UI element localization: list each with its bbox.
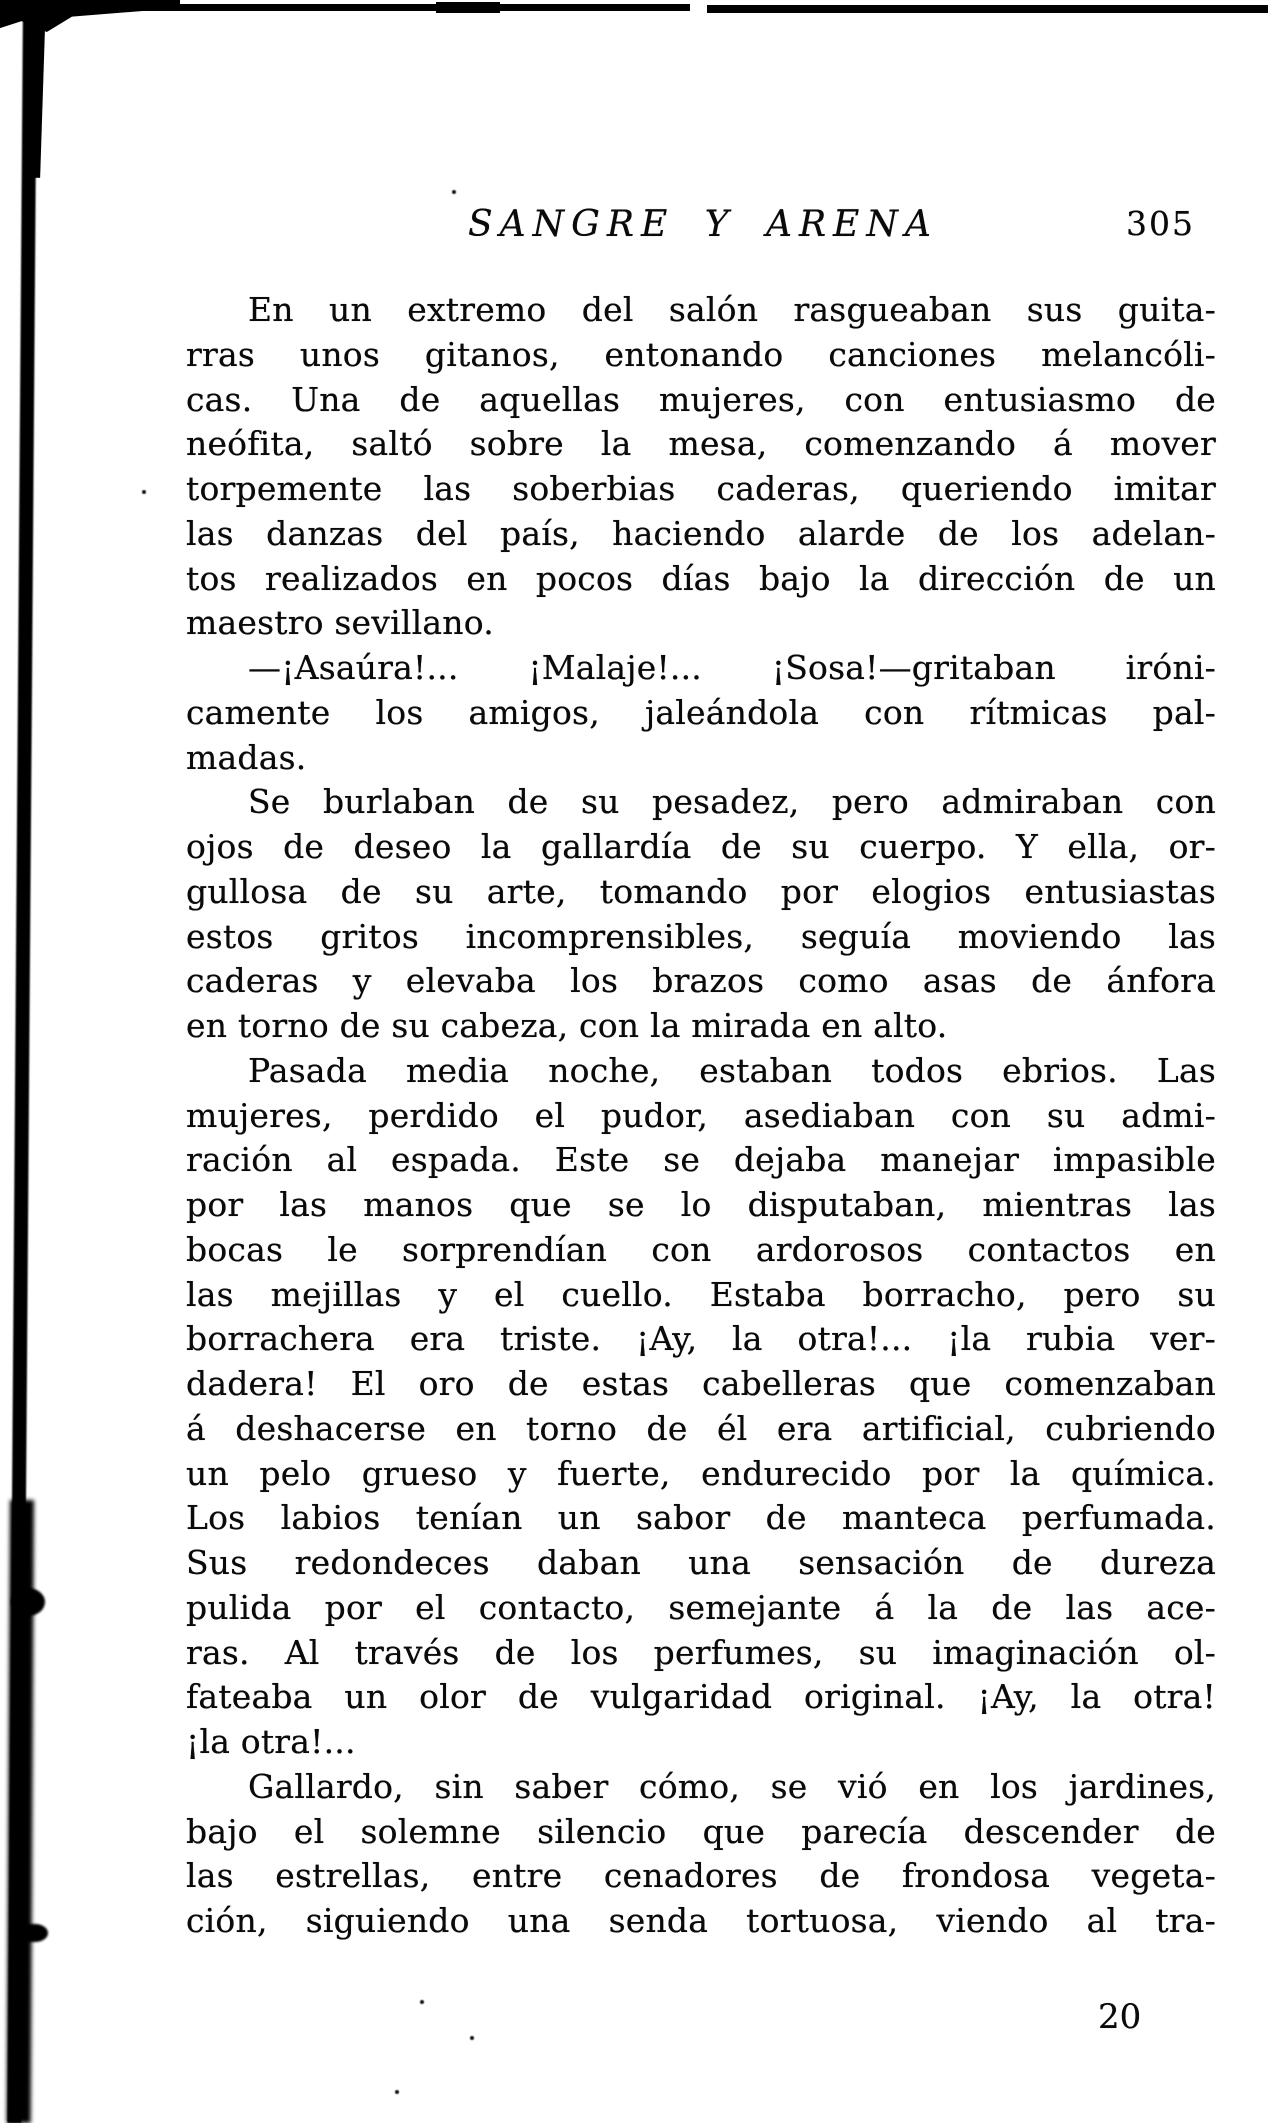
text-line: ras. Al través de los perfumes, su imaginación ol- xyxy=(186,1632,1216,1672)
text-line: las estrellas, entre cenadores de frondosa vegeta- xyxy=(186,1856,1216,1896)
text-line: En un extremo del salón rasgueaban sus guita- xyxy=(248,290,1216,329)
text-line: por las manos que se lo disputaban, mientras las xyxy=(186,1185,1216,1224)
text-line: —¡Asaúra!... ¡Malaje!... ¡Sosa!—gritaban iróni- xyxy=(248,648,1216,687)
text-line: Pasada media noche, estaban todos ebrios. Las xyxy=(248,1050,1216,1090)
text-line: Gallardo, sin saber cómo, se vió en los jardines, xyxy=(248,1766,1216,1806)
text-line: un pelo grueso y fuerte, endurecido por la química. xyxy=(186,1453,1216,1493)
text-line: caderas y elevaba los brazos como asas de ánfora xyxy=(186,961,1216,1001)
text-line: Se burlaban de su pesadez, pero admiraban con xyxy=(248,782,1216,822)
page-top-edge-rule-right xyxy=(707,5,1268,13)
ink-speck xyxy=(452,190,456,194)
text-line: mujeres, perdido el pudor, asediaban con su admi- xyxy=(186,1095,1216,1135)
text-line: estos gritos incomprensibles, seguía moviendo las xyxy=(186,916,1216,956)
text-line: bocas le sorprendían con ardorosos contactos en xyxy=(186,1229,1216,1269)
signature-number: 20 xyxy=(1098,1997,1142,2037)
text-line: las danzas del país, haciendo alarde de los adelan- xyxy=(186,513,1216,553)
text-line: ración al espada. Este se dejaba manejar impasible xyxy=(186,1140,1216,1180)
text-line: gullosa de su arte, tomando por elogios entusiastas xyxy=(186,871,1216,911)
text-line: en torno de su cabeza, con la mirada en alto. xyxy=(186,1006,948,1045)
page-top-edge-rule-thick xyxy=(436,2,500,13)
text-line: bajo el solemne silencio que parecía descender de xyxy=(186,1811,1216,1851)
binding-ink-knot xyxy=(11,1588,45,1616)
ink-speck xyxy=(470,2036,474,2040)
text-line: Sus redondeces daban una sensación de dureza xyxy=(186,1543,1216,1582)
text-line: ¡la otra!... xyxy=(186,1722,356,1761)
text-line: borrachera era triste. ¡Ay, la otra!... ¡la rubia ver- xyxy=(186,1319,1216,1359)
text-line: rras unos gitanos, entonando canciones melancóli- xyxy=(186,334,1216,374)
text-line: tos realizados en pocos días bajo la dirección de un xyxy=(186,558,1216,598)
text-line: Los labios tenían un sabor de manteca perfumada. xyxy=(186,1498,1216,1538)
text-line: torpemente las soberbias caderas, queriendo imitar xyxy=(186,469,1216,508)
text-line: ción, siguiendo una senda tortuosa, viendo al tra- xyxy=(186,1901,1216,1940)
text-line: cas. Una de aquellas mujeres, con entusiasmo de xyxy=(186,379,1216,419)
text-line: dadera! El oro de estas cabelleras que comenzaban xyxy=(186,1364,1216,1403)
text-line: ojos de deseo la gallardía de su cuerpo. Y ella, or- xyxy=(186,827,1216,866)
text-line: neófita, saltó sobre la mesa, comenzando á mover xyxy=(186,424,1216,464)
text-line: camente los amigos, jaleándola con rítmicas pal- xyxy=(186,692,1216,732)
text-line: pulida por el contacto, semejante á la de las ace- xyxy=(186,1587,1216,1627)
running-header-title: SANGRE Y ARENA xyxy=(468,204,938,245)
text-line: las mejillas y el cuello. Estaba borracho, pero su xyxy=(186,1274,1216,1314)
ink-speck xyxy=(395,2090,399,2094)
text-line: maestro sevillano. xyxy=(186,603,494,643)
ink-speck xyxy=(142,490,146,494)
binding-ink-hook xyxy=(22,1924,48,1942)
page-number-folio: 305 xyxy=(1126,204,1195,243)
page-body-text xyxy=(186,288,1216,1944)
text-line: fateaba un olor de vulgaridad original. ¡Ay, la otra! xyxy=(186,1677,1216,1717)
text-line: á deshacerse en torno de él era artificial, cubriendo xyxy=(186,1408,1216,1448)
ink-speck xyxy=(420,2000,424,2004)
text-line: madas. xyxy=(186,737,307,777)
